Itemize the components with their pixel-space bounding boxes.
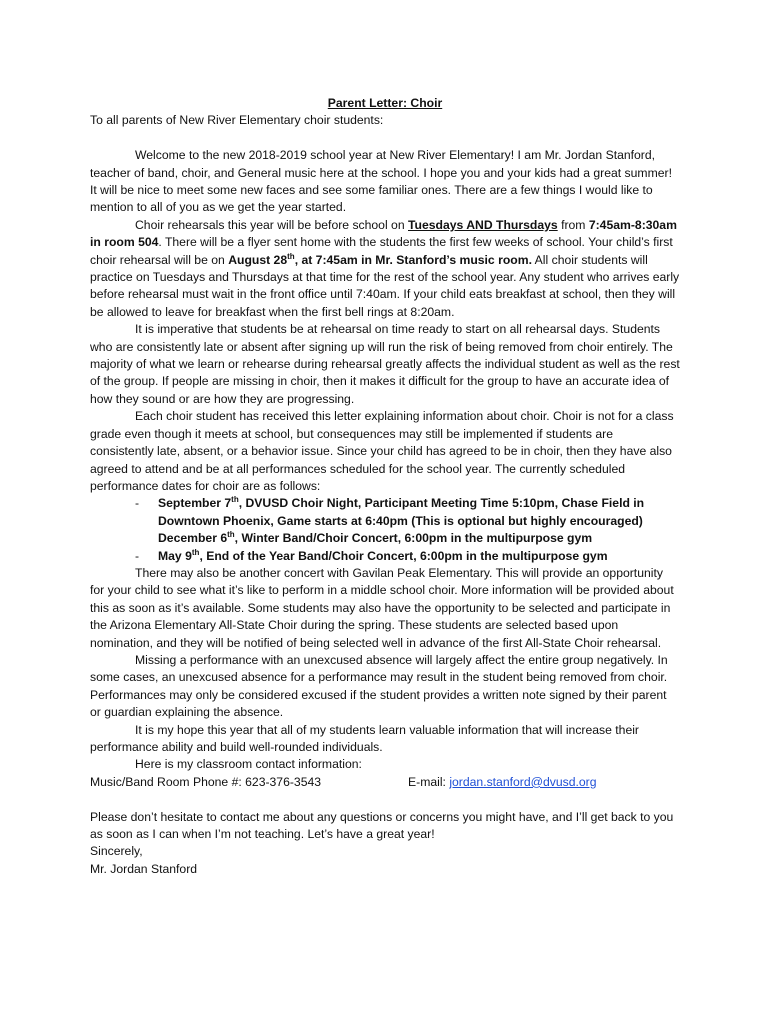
- text-segment: All choir students will practice on Tuesdays and Thursdays at that time for the rest of the school year. Any student who arrives early before rehearsal must wait in the front office until 7:40am. If your child eats breakfast at school, then they will be allowed to leave for breakfast when the first bell rings at 8:20am.: [90, 252, 680, 319]
- email-link[interactable]: jordan.stanford@dvusd.org: [449, 774, 597, 789]
- paragraph-hope: It is my hope this year that all of my students learn valuable information that will increase their performance ability and build well-rounded individuals.: [90, 722, 639, 755]
- list-item-event: [158, 495, 680, 530]
- sign-off: Sincerely,: [90, 844, 143, 859]
- letter-title: Parent Letter: Choir: [327, 96, 443, 110]
- email-label: E-mail:: [408, 774, 450, 789]
- event-date: September 7: [158, 496, 232, 511]
- list-item-event: [158, 530, 680, 547]
- first-rehearsal-time: , at 7:45am in Mr. Stanford’s music room.: [294, 252, 532, 267]
- event-details: , End of the Year Band/Choir Concert, 6:00pm in the multipurpose gym: [199, 548, 608, 563]
- paragraph-welcome: Welcome to the new 2018-2019 school year at New River Elementary! I am Mr. Jordan Stanford, teacher of band, choir, and General music here at the school. I hope you and your kids had a great summer! It will be nice to meet some new faces and see some familiar ones. There are a few things I would like to mention to all of you as we get the year started.: [90, 148, 672, 215]
- ordinal-suffix: th: [227, 530, 235, 540]
- contact-intro: Here is my classroom contact information:: [135, 757, 362, 772]
- list-item-event: [158, 548, 680, 565]
- event-date: December 6: [158, 531, 228, 546]
- first-rehearsal-date: [228, 253, 532, 267]
- salutation: To all parents of New River Elementary choir students:: [90, 113, 384, 128]
- first-rehearsal-date-text: August 28: [228, 252, 288, 267]
- text-segment: from: [557, 217, 589, 232]
- spacer: [90, 791, 680, 808]
- event-date: May 9: [158, 548, 192, 563]
- ordinal-suffix: th: [231, 495, 239, 505]
- text-segment: . There will be a flyer sent home with the students the first few weeks of school. Your child’s first choir rehearsal will be on: [90, 235, 673, 267]
- text-segment: Choir rehearsals this year will be before school on: [135, 217, 408, 232]
- email-info: [408, 774, 597, 791]
- rehearsal-days: Tuesdays AND Thursdays: [408, 217, 558, 232]
- spacer: [90, 130, 680, 147]
- event-details: , DVUSD Choir Night, Participant Meeting Time 5:10pm, Chase Field in Downtown Phoenix, Game starts at 6:40pm (This is optional but highly encouraged): [158, 496, 645, 528]
- event-details: , Winter Band/Choir Concert, 6:00pm in the multipurpose gym: [234, 531, 593, 546]
- paragraph-attendance: It is imperative that students be at rehearsal on time ready to start on all rehearsal days. Students who are consistently late or absent after signing up will run the risk of being removed from choir entirely. The majority of what we learn or rehearse during rehearsal greatly affects the individual student as well as the rest of the group. If people are missing in choir, then it makes it difficult for the group to have an accurate idea of how they sound or are how they are progressing.: [90, 322, 680, 406]
- paragraph-performances: Each choir student has received this letter explaining information about choir. Choir is not for a class grade even though it meets at school, but consequences may still be implemented if students are consistently late, absent, or a behavior issue. Since your child has agreed to be in choir, then they have also agreed to attend and be at all performances scheduled for the school year. The currently scheduled performance dates for choir are as follows:: [90, 409, 674, 493]
- phone-number: Music/Band Room Phone #: 623-376-3543: [90, 774, 322, 789]
- ordinal-suffix: th: [287, 251, 295, 261]
- paragraph-other-concerts: There may also be another concert with Gavilan Peak Elementary. This will provide an opportunity for your child to see what it’s like to perform in a middle school choir. More information will be provided about this as soon as it’s available. Some students may also have the opportunity to be selected and participate in the Arizona Elementary All-State Choir during the spring. These students are selected based upon nomination, and they will be notified of being selected well in advance of the first All-State Choir rehearsal.: [90, 565, 674, 650]
- paragraph-rehearsals: [90, 217, 680, 321]
- performance-dates-list: [90, 495, 680, 565]
- letter-page: [90, 95, 680, 878]
- rehearsal-time-room: 7:45am-8:30am in room 504: [90, 217, 677, 250]
- paragraph-absences: Missing a performance with an unexcused absence will largely affect the entire group negatively. In some cases, an unexcused absence for a performance may result in the student being removed from choir. Performances may only be considered excused if the student provides a written note signed by their parent or guardian explaining the absence.: [90, 652, 668, 720]
- ordinal-suffix: th: [191, 547, 200, 557]
- contact-row: [90, 774, 680, 791]
- signature: Mr. Jordan Stanford: [90, 861, 198, 876]
- closing-note: Please don’t hesitate to contact me about any questions or concerns you might have, and I’ll get back to you as soon as I can when I’m not teaching. Let’s have a great year!: [90, 809, 674, 842]
